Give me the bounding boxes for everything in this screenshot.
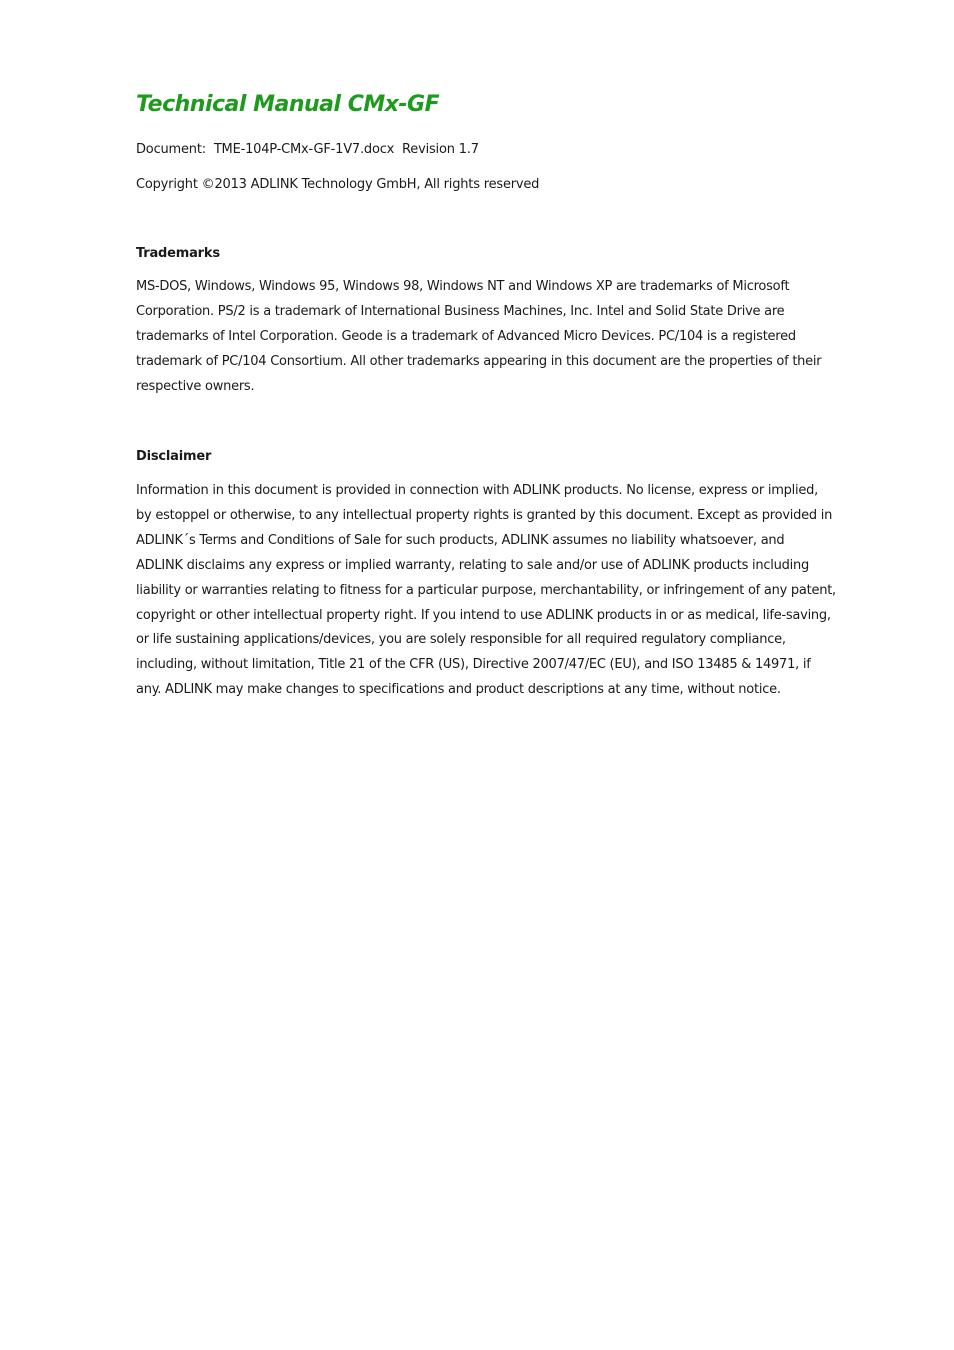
revision-label: Revision 1.7 — [402, 142, 479, 157]
trademarks-line: trademark of PC/104 Consortium. All other trademarks appearing in this document are the properties of their — [136, 353, 822, 369]
disclaimer-line: liability or warranties relating to fitness for a particular purpose, merchantability, or infringement of any patent, — [136, 582, 836, 598]
disclaimer-line: by estoppel or otherwise, to any intellectual property rights is granted by this document. Except as provided in — [136, 507, 833, 523]
trademarks-line: MS-DOS, Windows, Windows 95, Windows 98, Windows NT and Windows XP are trademarks of Microsoft — [136, 279, 790, 294]
disclaimer-heading: Disclaimer — [136, 449, 212, 464]
disclaimer-line: or life sustaining applications/devices, you are solely responsible for all required regulatory compliance, — [136, 632, 786, 648]
disclaimer-line: copyright or other intellectual property right. If you intend to use ADLINK products in or as medical, life-saving, — [136, 607, 831, 623]
document-file-name: TME-104P-CMx-GF-1V7.docx — [213, 142, 395, 157]
trademarks-line: Corporation. PS/2 is a trademark of International Business Machines, Inc. Intel and Solid State Drive are — [136, 303, 785, 319]
disclaimer-line: Information in this document is provided in connection with ADLINK products. No license, express or implied, — [136, 483, 818, 498]
copyright-line: Copyright ©2013 ADLINK Technology GmbH, All rights reserved — [136, 177, 540, 192]
disclaimer-line: ADLINK disclaims any express or implied warranty, relating to sale and/or use of ADLINK products including — [136, 557, 809, 573]
trademarks-line: trademarks of Intel Corporation. Geode is a trademark of Advanced Micro Devices. PC/104 is a registered — [136, 328, 796, 344]
trademarks-line: respective owners. — [136, 378, 255, 394]
document-label: Document: — [136, 142, 206, 157]
trademarks-heading: Trademarks — [136, 246, 220, 261]
disclaimer-line: any. ADLINK may make changes to specifications and product descriptions at any time, without notice. — [136, 682, 781, 698]
disclaimer-line: including, without limitation, Title 21 of the CFR (US), Directive 2007/47/EC (EU), and ISO 13485 & 14971, if — [136, 657, 811, 673]
page-title: Technical Manual CMx-GF — [136, 92, 440, 117]
disclaimer-line: ADLINK´s Terms and Conditions of Sale for such products, ADLINK assumes no liability whatsoever, and — [136, 532, 785, 548]
trademarks-paragraph — [136, 275, 876, 400]
disclaimer-paragraph — [136, 479, 876, 703]
document-info-line — [136, 141, 479, 159]
